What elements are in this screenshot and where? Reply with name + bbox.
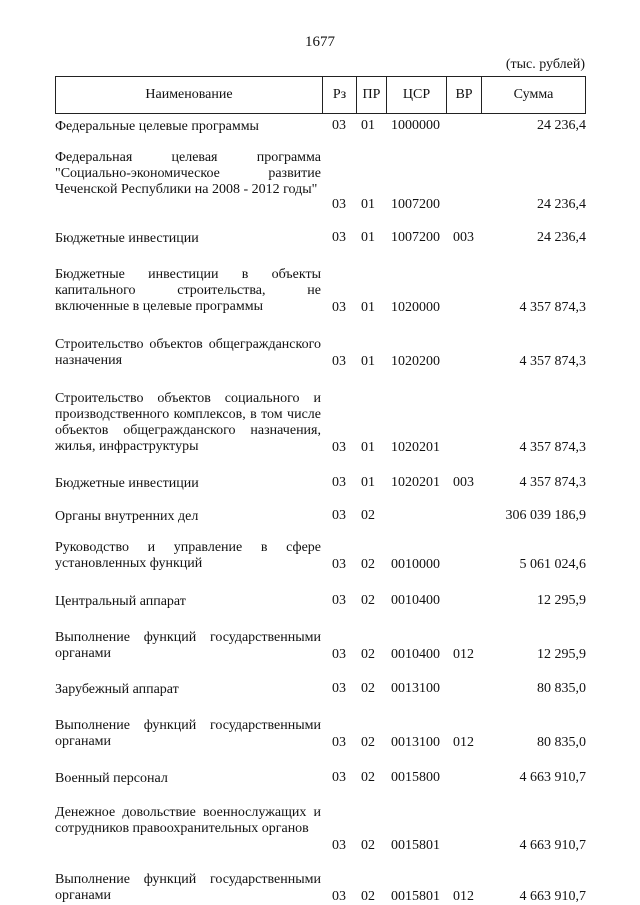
row-name: Бюджетные инвестиции — [55, 231, 199, 246]
row-name: Денежное довольствие военнослужащих и сотрудников правоохранительных органов — [55, 805, 321, 836]
table-row — [55, 804, 586, 854]
header-pr: ПР — [356, 77, 386, 113]
row-name: Центральный аппарат — [55, 594, 186, 609]
row-name: Выполнение функций государственными органами — [55, 630, 321, 661]
row-pr: 02 — [361, 681, 375, 696]
row-csr: 1020200 — [391, 354, 440, 369]
row-vr: 012 — [453, 735, 474, 750]
row-pr: 02 — [361, 508, 375, 523]
header-sum: Сумма — [481, 77, 585, 113]
header-name: Наименование — [145, 87, 233, 102]
row-rz: 03 — [332, 118, 346, 133]
row-pr: 02 — [361, 889, 375, 904]
row-vr: 012 — [453, 647, 474, 662]
row-sum: 4 663 910,7 — [519, 838, 586, 853]
table-body — [55, 118, 586, 905]
row-pr: 01 — [361, 300, 375, 315]
row-pr: 02 — [361, 735, 375, 750]
table-header — [55, 76, 586, 114]
row-sum: 24 236,4 — [537, 118, 586, 133]
row-sum: 5 061 024,6 — [519, 557, 586, 572]
row-sum: 80 835,0 — [537, 681, 586, 696]
table-row — [55, 118, 586, 134]
row-name: Руководство и управление в сфере установленных функций — [55, 540, 321, 571]
row-rz: 03 — [332, 770, 346, 785]
table-row — [55, 593, 586, 609]
row-name: Федеральная целевая программа "Социально-экономическое развитие Чеченской Республики на 2008 - 2012 годы" — [55, 150, 321, 197]
row-vr: 003 — [453, 230, 474, 245]
row-pr: 02 — [361, 838, 375, 853]
units-label: (тыс. рублей) — [505, 57, 585, 72]
row-rz: 03 — [332, 508, 346, 523]
row-name: Выполнение функций государственными органами — [55, 718, 321, 749]
row-sum: 4 357 874,3 — [519, 354, 586, 369]
row-name: Органы внутренних дел — [55, 509, 199, 524]
table-row — [55, 266, 586, 316]
row-csr: 0015801 — [391, 889, 440, 904]
table-row — [55, 717, 586, 751]
row-rz: 03 — [332, 557, 346, 572]
row-name: Строительство объектов общегражданского назначения — [55, 337, 321, 368]
row-rz: 03 — [332, 593, 346, 608]
row-name: Выполнение функций государственными органами — [55, 872, 321, 903]
row-csr: 0015800 — [391, 770, 440, 785]
row-rz: 03 — [332, 647, 346, 662]
row-pr: 02 — [361, 557, 375, 572]
row-csr: 0010400 — [391, 647, 440, 662]
table-row — [55, 629, 586, 663]
row-pr: 02 — [361, 647, 375, 662]
table-row — [55, 230, 586, 246]
row-csr: 1020201 — [391, 440, 440, 455]
row-csr: 0013100 — [391, 681, 440, 696]
row-csr: 0010000 — [391, 557, 440, 572]
table-row — [55, 475, 586, 491]
row-pr: 01 — [361, 197, 375, 212]
row-sum: 4 357 874,3 — [519, 475, 586, 490]
row-rz: 03 — [332, 440, 346, 455]
row-csr: 0010400 — [391, 593, 440, 608]
row-rz: 03 — [332, 197, 346, 212]
row-rz: 03 — [332, 889, 346, 904]
page-number: 1677 — [305, 34, 335, 50]
row-name: Строительство объектов социального и производственного комплексов, в том числе объектов общегражданского назначения, жилья, инфраструктуры — [55, 391, 321, 454]
row-vr: 012 — [453, 889, 474, 904]
row-sum: 24 236,4 — [537, 197, 586, 212]
table-row — [55, 681, 586, 697]
table-row — [55, 871, 586, 905]
row-name: Федеральные целевые программы — [55, 119, 259, 134]
row-sum: 12 295,9 — [537, 593, 586, 608]
row-sum: 4 357 874,3 — [519, 440, 586, 455]
row-sum: 4 663 910,7 — [519, 770, 586, 785]
table-row — [55, 149, 586, 213]
row-csr: 1020201 — [391, 475, 440, 490]
row-sum: 24 236,4 — [537, 230, 586, 245]
row-sum: 12 295,9 — [537, 647, 586, 662]
row-pr: 01 — [361, 475, 375, 490]
row-rz: 03 — [332, 354, 346, 369]
row-csr: 1007200 — [391, 197, 440, 212]
row-csr: 0015801 — [391, 838, 440, 853]
row-name: Зарубежный аппарат — [55, 682, 179, 697]
row-csr: 1020000 — [391, 300, 440, 315]
header-rz: Рз — [322, 77, 356, 113]
table-row — [55, 539, 586, 573]
row-sum: 306 039 186,9 — [505, 508, 586, 523]
row-rz: 03 — [332, 230, 346, 245]
table-row — [55, 508, 586, 524]
row-pr: 01 — [361, 230, 375, 245]
table-row — [55, 390, 586, 456]
row-pr: 02 — [361, 593, 375, 608]
table-row — [55, 770, 586, 786]
row-rz: 03 — [332, 838, 346, 853]
row-sum: 4 663 910,7 — [519, 889, 586, 904]
row-csr: 1007200 — [391, 230, 440, 245]
row-name: Бюджетные инвестиции — [55, 476, 199, 491]
header-vr: ВР — [446, 77, 481, 113]
row-pr: 01 — [361, 118, 375, 133]
row-csr: 0013100 — [391, 735, 440, 750]
row-sum: 80 835,0 — [537, 735, 586, 750]
row-sum: 4 357 874,3 — [519, 300, 586, 315]
row-rz: 03 — [332, 681, 346, 696]
header-csr: ЦСР — [386, 77, 446, 113]
row-rz: 03 — [332, 475, 346, 490]
row-rz: 03 — [332, 735, 346, 750]
row-vr: 003 — [453, 475, 474, 490]
row-pr: 01 — [361, 354, 375, 369]
row-pr: 02 — [361, 770, 375, 785]
row-pr: 01 — [361, 440, 375, 455]
row-name: Военный персонал — [55, 771, 168, 786]
row-csr: 1000000 — [391, 118, 440, 133]
row-name: Бюджетные инвестиции в объекты капитального строительства, не включенные в целевые программы — [55, 267, 321, 314]
row-rz: 03 — [332, 300, 346, 315]
table-row — [55, 336, 586, 370]
